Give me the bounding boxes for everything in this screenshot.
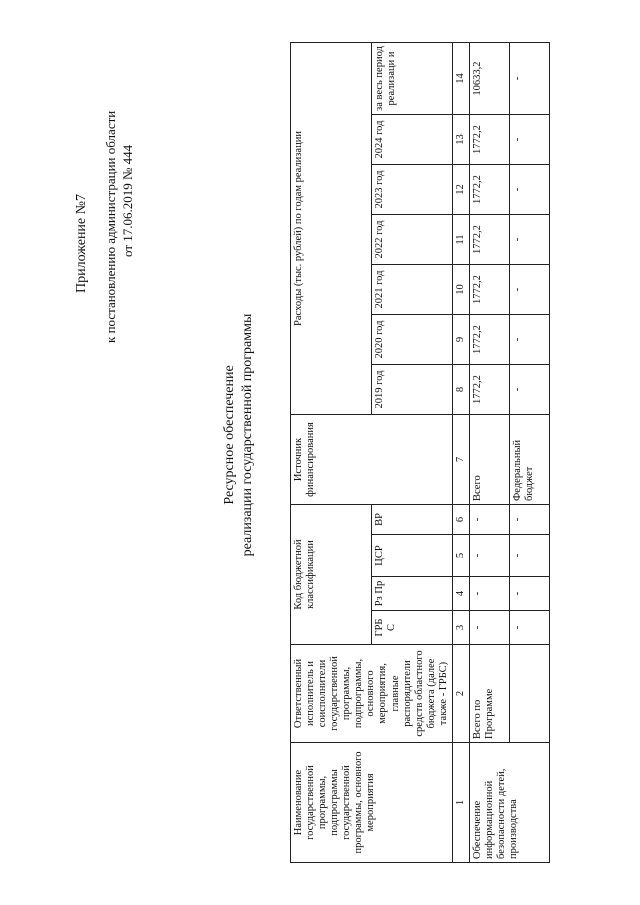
header-csr: ЦСР xyxy=(371,535,452,577)
header-source: Источник финансирования xyxy=(291,415,453,505)
source-cell: Федеральный бюджет xyxy=(509,415,549,505)
csr-cell: - xyxy=(509,535,549,577)
value-total: - xyxy=(509,43,549,115)
header-year-2022: 2022 год xyxy=(371,215,452,265)
col-num: 8 xyxy=(452,365,469,415)
value-2020: - xyxy=(509,315,549,365)
value-2021: 1772,2 xyxy=(469,265,509,315)
header-executor: Ответственный исполнитель и соисполнители государственной программы, подпрограммы, основного мероприятия, главные распорядители средств областного бюджета (далее также - ГРБС) xyxy=(291,645,453,743)
col-num: 6 xyxy=(452,505,469,535)
csr-cell: - xyxy=(469,535,509,577)
col-num: 2 xyxy=(452,645,469,743)
date-line: от 17.06.2019 № 444 xyxy=(120,144,135,257)
col-num: 7 xyxy=(452,415,469,505)
grbs-cell: - xyxy=(469,611,509,645)
header-total-period: за весь период реализаци и xyxy=(371,43,452,115)
header-grbs: ГРБ С xyxy=(371,611,452,645)
header-code: Код бюджетной классификации xyxy=(291,505,372,645)
appendix-title: Приложение №7 xyxy=(74,194,89,293)
value-2024: - xyxy=(509,115,549,165)
grbs-cell: - xyxy=(509,611,549,645)
resource-table xyxy=(290,42,550,863)
value-2022: 1772,2 xyxy=(469,215,509,265)
col-num: 11 xyxy=(452,215,469,265)
program-name-cell: Обеспечение информационной безопасности детей, производства xyxy=(469,743,549,863)
col-num: 5 xyxy=(452,535,469,577)
value-2019: - xyxy=(509,365,549,415)
header-year-2024: 2024 год xyxy=(371,115,452,165)
col-num: 10 xyxy=(452,265,469,315)
source-cell: Всего xyxy=(469,415,509,505)
value-2023: - xyxy=(509,165,549,215)
vr-cell: - xyxy=(509,505,549,535)
col-num: 9 xyxy=(452,315,469,365)
table-header-row xyxy=(291,43,372,863)
header-year-2019: 2019 год xyxy=(371,365,452,415)
value-total: 10633,2 xyxy=(469,43,509,115)
doc-subtitle: реализации государственной программы xyxy=(240,313,255,557)
rzpr-cell: - xyxy=(509,577,549,611)
vr-cell: - xyxy=(469,505,509,535)
value-2020: 1772,2 xyxy=(469,315,509,365)
value-2023: 1772,2 xyxy=(469,165,509,215)
executor-cell: Всего по Программе xyxy=(469,645,509,743)
header-vr: ВР xyxy=(371,505,452,535)
rzpr-cell: - xyxy=(469,577,509,611)
value-2022: - xyxy=(509,215,549,265)
col-num: 14 xyxy=(452,43,469,115)
column-number-row xyxy=(452,43,469,863)
executor-cell xyxy=(509,645,549,743)
value-2024: 1772,2 xyxy=(469,115,509,165)
header-year-2023: 2023 год xyxy=(371,165,452,215)
table-row xyxy=(509,43,549,863)
header-expenses: Расходы (тыс. рублей) по годам реализации xyxy=(291,43,372,415)
header-year-2020: 2020 год xyxy=(371,315,452,365)
col-num: 1 xyxy=(452,743,469,863)
header-rzpr: Рз Пр xyxy=(371,577,452,611)
table-row xyxy=(469,43,509,863)
value-2021: - xyxy=(509,265,549,315)
col-num: 13 xyxy=(452,115,469,165)
col-num: 3 xyxy=(452,611,469,645)
col-num: 12 xyxy=(452,165,469,215)
header-year-2021: 2021 год xyxy=(371,265,452,315)
value-2019: 1772,2 xyxy=(469,365,509,415)
col-num: 4 xyxy=(452,577,469,611)
doc-title: Ресурсное обеспечение xyxy=(222,365,237,505)
resolution-line: к постановлению администрации области xyxy=(103,110,118,343)
header-name: Наименование государственной программы, подпрограммы государственной программы, основного мероприятия xyxy=(291,743,453,863)
